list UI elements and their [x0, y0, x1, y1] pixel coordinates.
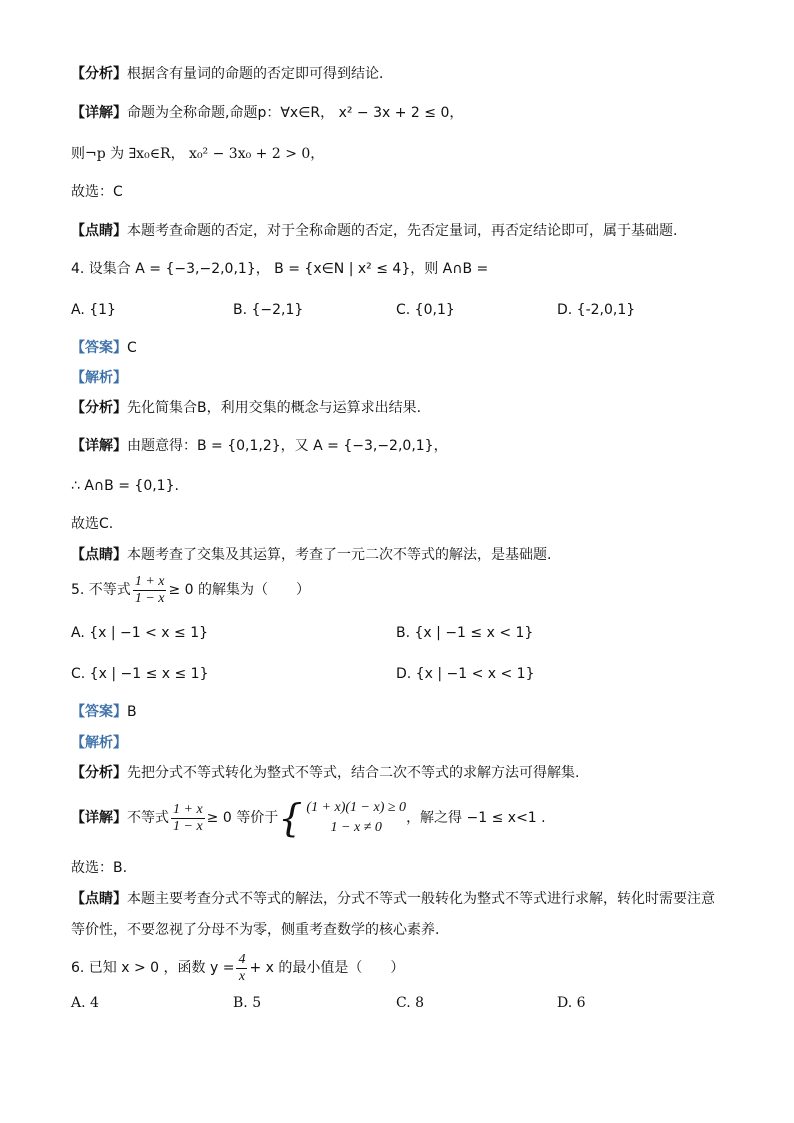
left-brace: { [278, 796, 303, 840]
q4-comment [71, 545, 551, 565]
q4-option-a: A. {1} [71, 302, 116, 318]
comment-text: 本题主要考查分式不等式的解法，分式不等式一般转化为整式不等式进行求解，转化时需要注意 [127, 891, 715, 907]
q5-stem-suffix: ≥ 0 的解集为（ ） [168, 582, 311, 598]
answer-value: C [127, 340, 137, 356]
analysis-text: 先化简集合B，利用交集的概念与运算求出结果. [127, 400, 422, 416]
q6-fraction [236, 952, 247, 985]
q4-detail-line2: ∴ A∩B = {0,1}. [71, 478, 179, 494]
q4-stem: 4. 设集合 A = {−3,−2,0,1}， B = {x∈N | x² ≤ 4}，则 A∩B = [71, 261, 489, 277]
q4-option-b: B. {−2,1} [233, 302, 304, 318]
q3-analysis [71, 64, 393, 84]
fraction-denominator: x [238, 968, 246, 984]
detail-prefix: 不等式 [127, 810, 169, 826]
answer-value: B [127, 704, 137, 720]
detail-text: 命题为全称命题,命题p：∀x∈R， x² − 3x + 2 ≤ 0， [127, 105, 464, 121]
q5-answer [71, 702, 137, 722]
q5-comment-line2: 等价性，不要忽视了分母不为零，侧重考查数学的核心素养. [71, 922, 440, 938]
q5-option-d: D. {x | −1 < x < 1} [396, 666, 535, 682]
q5-option-a: A. {x | −1 < x ≤ 1} [71, 625, 209, 641]
comment-tag: 【点睛】 [71, 223, 127, 239]
answer-tag: 【答案】 [71, 340, 127, 356]
q4-choice: 故选C. [71, 516, 114, 532]
analysis-text: 先把分式不等式转化为整式不等式，结合二次不等式的求解方法可得解集. [127, 765, 580, 781]
analysis-text: 根据含有量词的命题的否定即可得到结论． [127, 66, 393, 82]
answer-tag: 【答案】 [71, 704, 127, 720]
q6-stem-prefix: 6. 已知 x > 0 ，函数 y = [71, 960, 235, 976]
detail-tag: 【详解】 [71, 105, 127, 121]
q5-option-b: B. {x | −1 ≤ x < 1} [396, 625, 534, 641]
q3-comment [71, 221, 677, 241]
comment-tag: 【点睛】 [71, 547, 127, 563]
fraction-denominator: 1 − x [173, 818, 203, 834]
q6-option-a: A. 4 [71, 995, 99, 1011]
q3-choice: 故选：C [71, 184, 123, 200]
detail-mid: ≥ 0 等价于 [206, 810, 279, 826]
q5-stem-prefix: 5. 不等式 [71, 582, 131, 598]
detail-tag: 【详解】 [71, 810, 127, 826]
comment-text: 本题考查命题的否定，对于全称命题的否定，先否定量词，再否定结论即可，属于基础题. [127, 223, 678, 239]
q5-comment [71, 889, 715, 909]
fraction-numerator: 4 [238, 951, 246, 967]
q5-fraction [133, 574, 167, 607]
q6-option-c: C. 8 [396, 995, 425, 1011]
q3-detail [71, 103, 463, 123]
jiexi-tag: 【解析】 [71, 735, 127, 751]
q6-option-d: D. 6 [557, 995, 586, 1011]
q6-stem [71, 950, 404, 986]
q5-option-c: C. {x | −1 ≤ x ≤ 1} [71, 666, 209, 682]
fraction-denominator: 1 − x [134, 590, 165, 606]
q4-answer [71, 338, 137, 358]
detail-text: 由题意得：B = {0,1,2}，又 A = {−3,−2,0,1}， [127, 438, 448, 454]
q5-analysis [71, 763, 579, 783]
q4-analysis [71, 398, 421, 418]
analysis-tag: 【分析】 [71, 66, 127, 82]
fraction-numerator: 1 + x [134, 573, 165, 589]
detail-suffix: ，解之得 −1 ≤ x<1 . [406, 810, 546, 826]
inequality-system [278, 798, 406, 838]
q4-option-c: C. {0,1} [396, 302, 455, 318]
system-line-1: (1 + x)(1 − x) ≥ 0 [306, 800, 407, 815]
q5-stem [71, 572, 310, 608]
analysis-tag: 【分析】 [71, 400, 127, 416]
q6-stem-suffix: + x 的最小值是（ ） [249, 960, 405, 976]
q5-choice: 故选：B. [71, 860, 128, 876]
jiexi-tag: 【解析】 [71, 370, 127, 386]
q4-jiexi [71, 368, 127, 388]
q3-detail-line2: 则¬p 为 ∃x₀∈R， x₀² − 3x₀ + 2 > 0， [71, 146, 325, 162]
q4-detail [71, 436, 448, 456]
fraction-numerator: 1 + x [173, 801, 203, 817]
detail-tag: 【详解】 [71, 438, 127, 454]
analysis-tag: 【分析】 [71, 765, 127, 781]
q5-jiexi [71, 733, 127, 753]
q6-option-b: B. 5 [233, 995, 262, 1011]
q4-option-d: D. {-2,0,1} [557, 302, 636, 318]
q5-detail-fraction [171, 802, 205, 835]
q5-detail [71, 798, 546, 838]
comment-text: 本题考查了交集及其运算，考查了一元二次不等式的解法，是基础题. [127, 547, 552, 563]
system-line-2: 1 − x ≠ 0 [330, 820, 382, 835]
comment-tag: 【点睛】 [71, 891, 127, 907]
